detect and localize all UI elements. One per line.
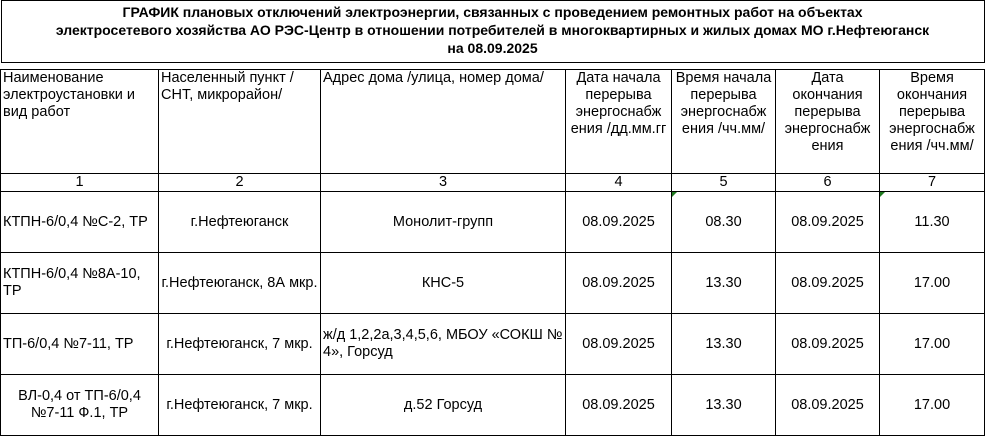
- comment-marker-icon: [880, 192, 885, 197]
- end-date-cell: 08.09.2025: [776, 192, 880, 253]
- end-time-cell: 17.00: [880, 314, 985, 375]
- column-number: 1: [1, 174, 159, 192]
- table-row: [1, 314, 985, 375]
- header-start-date: Дата начала перерыва энергоснабж ения /дд.мм.гг: [566, 70, 672, 174]
- column-number: 4: [566, 174, 672, 192]
- start-time-cell: 13.30: [672, 314, 776, 375]
- header-end-time: Время окончания перерыва энергоснабж ения /чч.мм/: [880, 70, 985, 174]
- table-row: [1, 375, 985, 436]
- installation-cell: КТПН-6/0,4 №8А-10, ТР: [1, 253, 159, 314]
- locality-cell: г.Нефтеюганск, 7 мкр.: [159, 314, 321, 375]
- table-row: [1, 253, 985, 314]
- end-time-cell: 17.00: [880, 375, 985, 436]
- locality-cell: г.Нефтеюганск: [159, 192, 321, 253]
- title-cell: [1, 0, 985, 63]
- locality-cell: г.Нефтеюганск, 8А мкр.: [159, 253, 321, 314]
- address-cell: КНС-5: [321, 253, 566, 314]
- header-locality: Населенный пункт /СНТ, микрорайон/: [159, 70, 321, 174]
- address-cell: д.52 Горсуд: [321, 375, 566, 436]
- column-number: 2: [159, 174, 321, 192]
- column-number: 7: [880, 174, 985, 192]
- column-number: 6: [776, 174, 880, 192]
- end-time-cell: 17.00: [880, 253, 985, 314]
- header-end-date: Дата окончания перерыва энергоснабж ения: [776, 70, 880, 174]
- header-address: Адрес дома /улица, номер дома/: [321, 70, 566, 174]
- end-date-cell: 08.09.2025: [776, 253, 880, 314]
- header-start-time: Время начала перерыва энергоснабж ения /чч.мм/: [672, 70, 776, 174]
- table-row: [1, 192, 985, 253]
- start-time-cell: 13.30: [672, 253, 776, 314]
- end-time-cell: [880, 192, 985, 253]
- schedule-title: [1, 0, 985, 62]
- title-row: [1, 0, 985, 63]
- installation-cell: ТП-6/0,4 №7-11, ТР: [1, 314, 159, 375]
- start-time-cell: 13.30: [672, 375, 776, 436]
- locality-cell: г.Нефтеюганск, 7 мкр.: [159, 375, 321, 436]
- start-time-cell: [672, 192, 776, 253]
- end-date-cell: 08.09.2025: [776, 314, 880, 375]
- spacer-row: [1, 63, 985, 70]
- header-installation: Наименование электроустановки и вид работ: [1, 70, 159, 174]
- column-number-row: [1, 174, 985, 192]
- spacer-cell: [1, 63, 985, 70]
- title-line-3: на 08.09.2025: [447, 40, 538, 56]
- column-number: 5: [672, 174, 776, 192]
- end-time-value: 11.30: [914, 213, 950, 230]
- start-date-cell: 08.09.2025: [566, 253, 672, 314]
- start-date-cell: 08.09.2025: [566, 375, 672, 436]
- header-row: [1, 70, 985, 174]
- start-date-cell: 08.09.2025: [566, 314, 672, 375]
- address-cell: Монолит-групп: [321, 192, 566, 253]
- title-line-1: ГРАФИК плановых отключений электроэнергии, связанных с проведением ремонтных работ на объектах: [122, 4, 863, 20]
- installation-cell: ВЛ-0,4 от ТП-6/0,4 №7-11 Ф.1, ТР: [1, 375, 159, 436]
- comment-marker-icon: [672, 192, 677, 197]
- title-line-2: электросетевого хозяйства АО РЭС-Центр в отношении потребителей в многоквартирных и жилых домах МО г.Нефтеюганск: [55, 22, 930, 38]
- installation-cell: КТПН-6/0,4 №С-2, ТР: [1, 192, 159, 253]
- end-date-cell: 08.09.2025: [776, 375, 880, 436]
- column-number: 3: [321, 174, 566, 192]
- start-date-cell: 08.09.2025: [566, 192, 672, 253]
- address-cell: ж/д 1,2,2а,3,4,5,6, МБОУ «СОКШ № 4», Горсуд: [321, 314, 566, 375]
- start-time-value: 08.30: [705, 213, 742, 230]
